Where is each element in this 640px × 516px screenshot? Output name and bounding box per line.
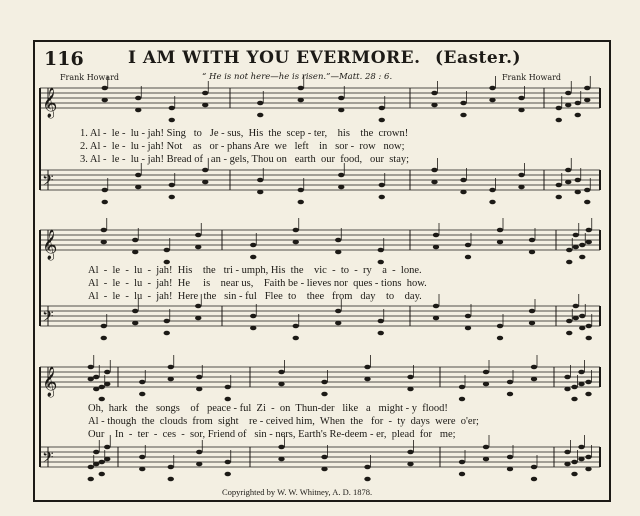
note-head xyxy=(202,180,208,185)
note-head xyxy=(132,238,138,243)
note-head xyxy=(584,200,590,205)
note-head xyxy=(489,188,495,193)
note-head xyxy=(293,228,299,233)
note-head xyxy=(164,260,170,265)
note-head xyxy=(529,250,535,255)
note-head xyxy=(364,377,370,382)
note-head xyxy=(139,467,145,472)
note-head xyxy=(293,240,299,245)
note-head xyxy=(586,336,592,341)
note-head xyxy=(585,380,591,385)
note-head xyxy=(321,392,327,397)
note-head xyxy=(139,455,145,460)
note-head xyxy=(564,387,570,392)
note-head xyxy=(483,445,489,450)
hymn-number: 116 xyxy=(44,48,84,70)
note-head xyxy=(202,91,208,96)
note-head xyxy=(139,380,145,385)
note-head xyxy=(278,457,284,462)
note-head xyxy=(575,101,581,106)
note-head xyxy=(459,472,465,477)
lyric-line-2-1: Al - le - lu - jah! His the tri - umph, His the vic - to - ry a - lone. xyxy=(88,265,422,276)
note-head xyxy=(250,326,256,331)
note-head xyxy=(102,200,108,205)
note-head xyxy=(565,180,571,185)
note-head xyxy=(556,183,562,188)
note-head xyxy=(135,173,141,178)
note-head xyxy=(566,260,572,265)
note-head xyxy=(584,86,590,91)
note-head xyxy=(257,178,263,183)
note-head xyxy=(507,392,513,397)
note-head xyxy=(169,118,175,123)
note-head xyxy=(335,238,341,243)
note-head xyxy=(164,248,170,253)
note-head xyxy=(573,316,579,321)
note-head xyxy=(531,377,537,382)
note-head xyxy=(579,326,585,331)
lyric-line-2-3: Al - le - lu - jah! Here the sin - ful Flee to thee from day to day. xyxy=(88,291,422,302)
note-head xyxy=(565,103,571,108)
note-head xyxy=(483,457,489,462)
note-head xyxy=(566,331,572,336)
note-head xyxy=(135,108,141,113)
note-head xyxy=(431,180,437,185)
note-head xyxy=(101,324,107,329)
note-head xyxy=(132,250,138,255)
lyric-line-3-3: Our In - ter - ces - sor, Friend of sin - ners, Earth's Re-deem - er, plead for me; xyxy=(88,429,456,440)
lyric-line-1-1: 1. Al - le - lu - jah! Sing to Je - sus, His the scep - ter, his the crown! xyxy=(80,128,409,139)
note-head xyxy=(132,309,138,314)
note-head xyxy=(585,455,591,460)
note-head xyxy=(321,467,327,472)
note-head xyxy=(101,228,107,233)
note-head xyxy=(99,472,105,477)
treble-clef-icon: 𝄞 xyxy=(42,367,58,397)
lyric-line-3-1: Oh, hark the songs of peace - ful Zi - on Thun-der like a might - y flood! xyxy=(88,403,448,414)
note-head xyxy=(101,240,107,245)
note-head xyxy=(459,460,465,465)
hymn-subtitle: (Easter.) xyxy=(434,48,522,68)
note-head xyxy=(104,370,110,375)
note-head xyxy=(195,304,201,309)
note-head xyxy=(278,370,284,375)
note-head xyxy=(573,233,579,238)
note-head xyxy=(556,106,562,111)
note-head xyxy=(483,382,489,387)
note-head xyxy=(338,173,344,178)
note-head xyxy=(578,382,584,387)
note-head xyxy=(460,101,466,106)
note-head xyxy=(565,91,571,96)
scripture-reference: “ He is not here—he is risen.”—Matt. 28 : 6. xyxy=(202,72,393,82)
note-head xyxy=(518,96,524,101)
note-head xyxy=(135,96,141,101)
note-head xyxy=(584,98,590,103)
note-head xyxy=(102,86,108,91)
note-head xyxy=(431,168,437,173)
note-head xyxy=(278,382,284,387)
note-head xyxy=(135,185,141,190)
note-head xyxy=(586,324,592,329)
note-head xyxy=(507,380,513,385)
note-head xyxy=(335,250,341,255)
note-head xyxy=(102,98,108,103)
note-head xyxy=(571,460,577,465)
note-head xyxy=(225,385,231,390)
note-head xyxy=(497,336,503,341)
note-head xyxy=(571,397,577,402)
note-head xyxy=(250,243,256,248)
note-head xyxy=(88,365,94,370)
note-head xyxy=(529,321,535,326)
note-head xyxy=(489,86,495,91)
note-head xyxy=(169,106,175,111)
note-head xyxy=(196,462,202,467)
note-head xyxy=(460,113,466,118)
note-head xyxy=(483,370,489,375)
note-head xyxy=(407,450,413,455)
note-head xyxy=(99,385,105,390)
note-head xyxy=(379,118,385,123)
note-head xyxy=(586,228,592,233)
note-head xyxy=(565,168,571,173)
note-head xyxy=(364,365,370,370)
note-head xyxy=(196,450,202,455)
note-head xyxy=(195,233,201,238)
note-head xyxy=(338,108,344,113)
note-head xyxy=(575,178,581,183)
note-head xyxy=(465,255,471,260)
note-head xyxy=(407,375,413,380)
lyric-line-1-3: 3. Al - le - lu - jah! Bread of an - gels, Thou on earth our food, our stay; xyxy=(80,154,410,165)
treble-clef-icon: 𝄞 xyxy=(42,230,58,260)
note-head xyxy=(364,477,370,482)
note-head xyxy=(497,324,503,329)
note-head xyxy=(378,260,384,265)
note-head xyxy=(379,195,385,200)
note-head xyxy=(465,326,471,331)
note-head xyxy=(293,324,299,329)
note-head xyxy=(407,462,413,467)
note-head xyxy=(93,450,99,455)
note-head xyxy=(489,200,495,205)
note-head xyxy=(225,397,231,402)
note-head xyxy=(531,365,537,370)
note-head xyxy=(378,319,384,324)
copyright-notice: Copyrighted by W. W. Whitney, A. D. 1878. xyxy=(222,487,373,497)
note-head xyxy=(225,472,231,477)
note-head xyxy=(518,108,524,113)
note-head xyxy=(564,462,570,467)
note-head xyxy=(578,445,584,450)
note-head xyxy=(168,365,174,370)
note-head xyxy=(433,233,439,238)
note-head xyxy=(529,238,535,243)
note-head xyxy=(202,103,208,108)
note-head xyxy=(379,183,385,188)
note-head xyxy=(460,190,466,195)
note-head xyxy=(93,462,99,467)
note-head xyxy=(257,190,263,195)
note-head xyxy=(575,190,581,195)
note-head xyxy=(169,183,175,188)
note-head xyxy=(202,168,208,173)
bass-clef-icon: 𝄢 xyxy=(42,172,54,193)
note-head xyxy=(168,477,174,482)
note-head xyxy=(104,382,110,387)
note-head xyxy=(225,460,231,465)
note-head xyxy=(132,321,138,326)
note-head xyxy=(257,101,263,106)
note-head xyxy=(431,91,437,96)
lyric-line-2-2: Al - le - lu - jah! He is near us, Faith be - lieves nor ques - tions how. xyxy=(88,278,427,289)
note-head xyxy=(571,472,577,477)
note-head xyxy=(433,245,439,250)
note-head xyxy=(573,245,579,250)
note-head xyxy=(585,392,591,397)
note-head xyxy=(531,465,537,470)
note-head xyxy=(321,380,327,385)
note-head xyxy=(169,195,175,200)
note-head xyxy=(578,457,584,462)
note-head xyxy=(338,96,344,101)
note-head xyxy=(364,465,370,470)
note-head xyxy=(88,477,94,482)
note-head xyxy=(102,188,108,193)
note-head xyxy=(566,248,572,253)
note-head xyxy=(564,450,570,455)
note-head xyxy=(99,397,105,402)
note-head xyxy=(139,392,145,397)
note-head xyxy=(579,255,585,260)
lyric-line-3-2: Al - though the clouds from sight re - ceived him, When the for - ty days were o'er; xyxy=(88,416,479,427)
note-head xyxy=(93,375,99,380)
note-head xyxy=(88,377,94,382)
note-head xyxy=(564,375,570,380)
note-head xyxy=(407,387,413,392)
words-attribution: Frank Howard xyxy=(60,73,120,82)
note-head xyxy=(529,309,535,314)
note-head xyxy=(298,188,304,193)
note-head xyxy=(379,106,385,111)
note-head xyxy=(196,375,202,380)
note-head xyxy=(465,314,471,319)
note-head xyxy=(497,228,503,233)
note-head xyxy=(566,319,572,324)
note-head xyxy=(518,173,524,178)
note-head xyxy=(518,185,524,190)
note-head xyxy=(250,314,256,319)
note-head xyxy=(298,98,304,103)
note-head xyxy=(578,370,584,375)
note-head xyxy=(579,243,585,248)
note-head xyxy=(335,321,341,326)
note-head xyxy=(585,467,591,472)
lyric-line-1-2: 2. Al - le - lu - jah! Not as or - phans Are we left in sor - row now; xyxy=(80,141,405,152)
note-head xyxy=(88,465,94,470)
note-head xyxy=(195,316,201,321)
note-head xyxy=(378,331,384,336)
note-head xyxy=(104,457,110,462)
note-head xyxy=(556,118,562,123)
note-head xyxy=(99,460,105,465)
note-head xyxy=(433,304,439,309)
bass-clef-icon: 𝄢 xyxy=(42,449,54,470)
note-head xyxy=(164,331,170,336)
note-head xyxy=(293,336,299,341)
note-head xyxy=(507,467,513,472)
note-head xyxy=(507,455,513,460)
note-head xyxy=(378,248,384,253)
bass-clef-icon: 𝄢 xyxy=(42,308,54,329)
treble-clef-icon: 𝄞 xyxy=(42,88,58,118)
note-head xyxy=(257,113,263,118)
music-attribution: Frank Howard xyxy=(502,73,562,82)
note-head xyxy=(321,455,327,460)
note-head xyxy=(250,255,256,260)
note-head xyxy=(579,314,585,319)
note-head xyxy=(93,387,99,392)
note-head xyxy=(278,445,284,450)
note-head xyxy=(298,200,304,205)
note-head xyxy=(168,465,174,470)
note-head xyxy=(556,195,562,200)
note-head xyxy=(195,245,201,250)
note-head xyxy=(586,240,592,245)
note-head xyxy=(573,304,579,309)
note-head xyxy=(584,188,590,193)
note-head xyxy=(104,445,110,450)
note-head xyxy=(433,316,439,321)
note-head xyxy=(431,103,437,108)
note-head xyxy=(465,243,471,248)
note-head xyxy=(338,185,344,190)
note-head xyxy=(335,309,341,314)
note-head xyxy=(298,86,304,91)
note-head xyxy=(459,397,465,402)
note-head xyxy=(164,319,170,324)
note-head xyxy=(460,178,466,183)
note-head xyxy=(101,336,107,341)
note-head xyxy=(489,98,495,103)
note-head xyxy=(531,477,537,482)
note-head xyxy=(196,387,202,392)
hymn-title-text: I AM WITH YOU EVERMORE. xyxy=(128,48,421,68)
note-head xyxy=(168,377,174,382)
note-head xyxy=(459,385,465,390)
note-head xyxy=(497,240,503,245)
note-head xyxy=(571,385,577,390)
note-head xyxy=(575,113,581,118)
